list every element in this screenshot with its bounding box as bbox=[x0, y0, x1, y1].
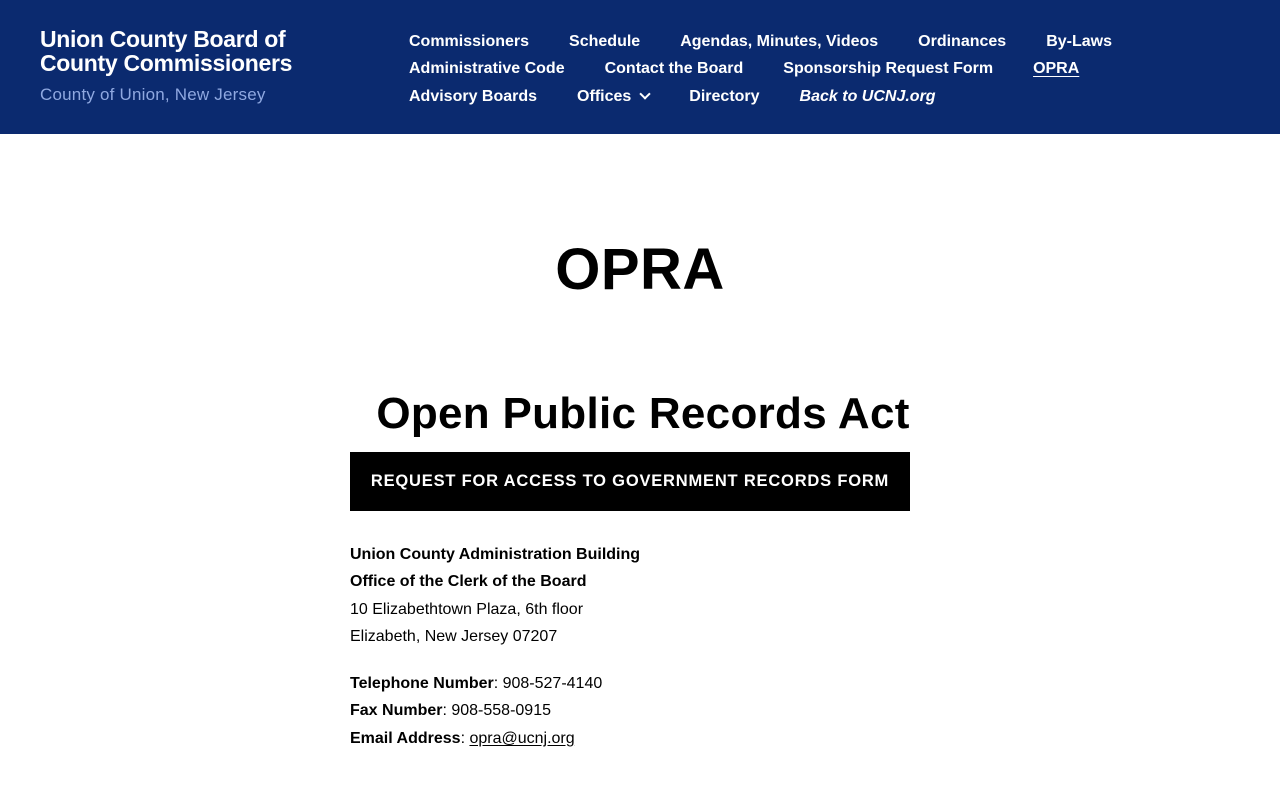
telephone-line bbox=[350, 670, 930, 697]
address-block bbox=[350, 541, 930, 650]
fax-line bbox=[350, 697, 930, 724]
site-description: County of Union, New Jersey bbox=[40, 85, 266, 104]
site-header bbox=[0, 0, 1280, 134]
nav-item-ordinances[interactable]: Ordinances bbox=[918, 32, 1007, 50]
main-content bbox=[350, 385, 930, 752]
nav-item-agendas-minutes-videos[interactable]: Agendas, Minutes, Videos bbox=[680, 32, 879, 50]
nav-item-administrative-code[interactable]: Administrative Code bbox=[409, 60, 565, 78]
main-navigation bbox=[409, 28, 1169, 111]
site-title-link[interactable] bbox=[40, 27, 370, 75]
email-label: Email Address bbox=[350, 729, 461, 747]
nav-item-opra[interactable]: OPRA bbox=[1033, 60, 1080, 78]
site-branding bbox=[40, 27, 370, 105]
nav-item-commissioners[interactable]: Commissioners bbox=[409, 32, 530, 50]
email-link[interactable]: opra@ucnj.org bbox=[469, 729, 575, 747]
telephone-separator: : bbox=[493, 675, 503, 693]
fax-label: Fax Number bbox=[350, 702, 443, 720]
address-street: 10 Elizabethtown Plaza, 6th floor bbox=[350, 600, 584, 618]
nav-row-1 bbox=[409, 28, 1169, 56]
telephone-value: 908-527-4140 bbox=[502, 675, 603, 693]
site-title-line1: Union County Board of bbox=[40, 26, 286, 52]
fax-separator: : bbox=[442, 702, 452, 720]
address-building: Union County Administration Building bbox=[350, 546, 641, 563]
nav-item-contact-the-board[interactable]: Contact the Board bbox=[604, 60, 744, 78]
nav-row-3 bbox=[409, 83, 1169, 111]
request-records-form-button[interactable]: REQUEST FOR ACCESS TO GOVERNMENT RECORDS FORM bbox=[350, 452, 910, 511]
nav-item-back-to-ucnj[interactable]: Back to UCNJ.org bbox=[799, 87, 936, 105]
address-office: Office of the Clerk of the Board bbox=[350, 573, 587, 591]
email-line bbox=[350, 725, 930, 752]
email-separator: : bbox=[460, 729, 470, 747]
fax-value: 908-558-0915 bbox=[451, 702, 551, 720]
nav-item-advisory-boards[interactable]: Advisory Boards bbox=[409, 87, 538, 105]
site-title-line2: County Commissioners bbox=[40, 50, 293, 76]
nav-item-offices-label: Offices bbox=[577, 87, 632, 105]
nav-item-schedule[interactable]: Schedule bbox=[569, 32, 641, 50]
nav-row-2 bbox=[409, 56, 1169, 84]
nav-item-offices[interactable] bbox=[577, 87, 649, 107]
nav-item-by-laws[interactable]: By-Laws bbox=[1046, 32, 1112, 50]
telephone-label: Telephone Number bbox=[350, 675, 494, 693]
nav-item-directory[interactable]: Directory bbox=[689, 87, 760, 105]
contact-block bbox=[350, 670, 930, 752]
nav-item-sponsorship-request-form[interactable]: Sponsorship Request Form bbox=[783, 60, 994, 78]
chevron-down-icon[interactable] bbox=[640, 89, 651, 100]
page-title: OPRA bbox=[555, 237, 725, 302]
address-city: Elizabeth, New Jersey 07207 bbox=[350, 627, 558, 645]
section-heading: Open Public Records Act bbox=[376, 389, 910, 438]
